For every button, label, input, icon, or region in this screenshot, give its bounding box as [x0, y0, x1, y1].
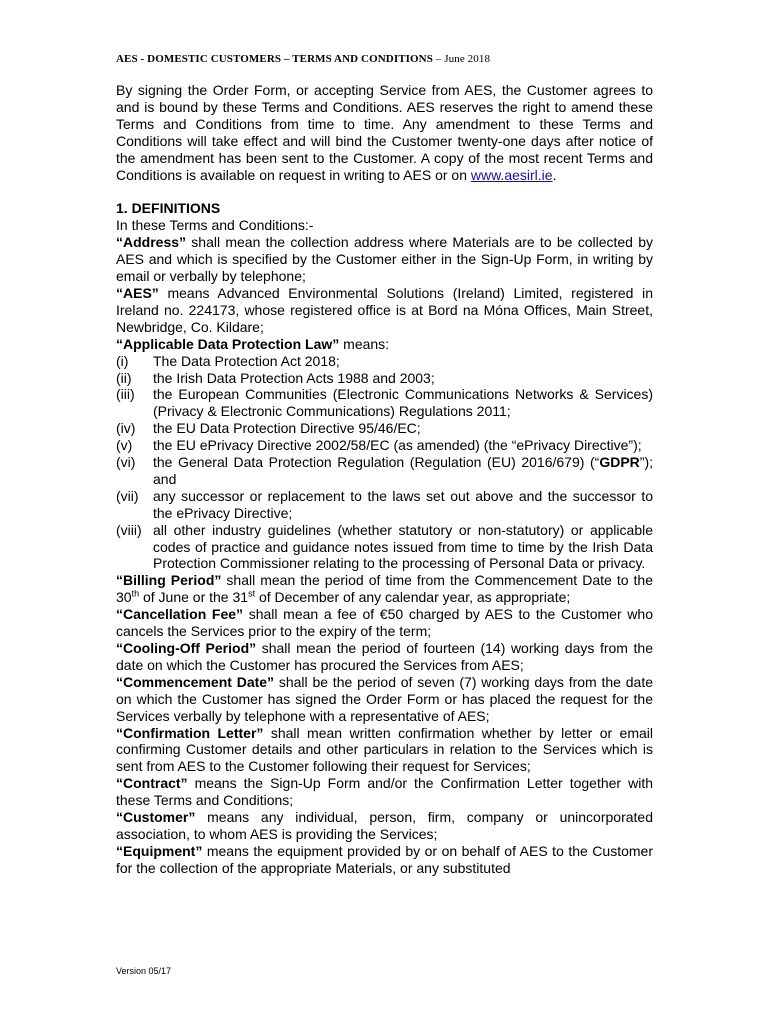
page-header — [116, 53, 490, 65]
definition-aes: “AES” means Advanced Environmental Solutions (Ireland) Limited, registered in Ireland no. 224173, whose registered office is at Bord na Móna Offices, Main Street, Newbridge, Co. Kildare; — [116, 284, 653, 335]
definitions-lead: In these Terms and Conditions:- — [116, 217, 314, 234]
definition-cancellation-fee: “Cancellation Fee” shall mean a fee of €50 charged by AES to the Customer who cancels the Services prior to the expiry of the term; — [116, 606, 653, 640]
list-item: (v) the EU ePrivacy Directive 2002/58/EC (as amended) (the “ePrivacy Directive”); — [116, 437, 642, 454]
page-footer-version: Version 05/17 — [116, 966, 172, 976]
definition-customer: “Customer” means any individual, person, firm, company or unincorporated association, to whom AES is providing the Services; — [116, 809, 653, 842]
list-item: (ii) the Irish Data Protection Acts 1988 and 2003; — [116, 369, 435, 386]
definition-confirmation-letter: “Confirmation Letter” shall mean written confirmation whether by letter or email confirming Customer details and other particulars in relation to the Services which is sent from AES to the Customer following their request for Services; — [116, 724, 654, 775]
section-heading-definitions: 1. DEFINITIONS — [116, 200, 221, 217]
definition-billing-period: “Billing Period” shall mean the period of time from the Commencement Date to the 30th of June or the 31st of December of any calendar year, as appropriate; — [116, 572, 653, 606]
intro-paragraph: By signing the Order Form, or accepting Service from AES, the Customer agrees to and is bound by these Terms and Conditions. AES reserves the right to amend these Terms and Conditions from time to time. Any amendment to these Terms and Conditions will take effect and will bind the Customer twenty-one days after notice of the amendment has been sent to the Customer. A copy of the most recent Terms and Conditions is available on request in writing to AES or on www.aesirl.ie. — [116, 82, 653, 183]
list-item: (iii) the European Communities (Electronic Communications Networks & Services) (Privacy & Electronic Communications) Regulations 2011; — [116, 386, 653, 420]
header-date: – June 2018 — [432, 53, 491, 65]
website-link[interactable]: www.aesirl.ie — [470, 166, 553, 183]
definition-applicable-data-protection-law: “Applicable Data Protection Law” means: — [116, 335, 390, 352]
list-item: (iv) the EU Data Protection Directive 95/46/EC; — [116, 420, 421, 437]
list-item: (i) The Data Protection Act 2018; — [116, 352, 340, 369]
document-body — [116, 82, 653, 877]
definition-contract: “Contract” means the Sign-Up Form and/or the Confirmation Letter together with these Terms and Conditions; — [116, 775, 653, 809]
definition-cooling-off-period: “Cooling-Off Period” shall mean the period of fourteen (14) working days from the date on which the Customer has procured the Services from AES; — [116, 640, 653, 673]
header-title: AES - DOMESTIC CUSTOMERS – TERMS AND CONDITIONS — [116, 53, 433, 65]
list-item: (vii) any successor or replacement to the laws set out above and the successor to the ePrivacy Directive; — [116, 487, 653, 521]
definition-equipment: “Equipment” means the equipment provided by or on behalf of AES to the Customer for the collection of the appropriate Materials, or any substituted — [116, 842, 653, 876]
definition-commencement-date: “Commencement Date” shall be the period of seven (7) working days from the date on which the Customer has signed the Order Form or has placed the request for the Services verbally by telephone with a representative of AES; — [116, 673, 653, 724]
list-item: (vi) the General Data Protection Regulation (Regulation (EU) 2016/679) (“GDPR”); and — [116, 454, 653, 487]
adpl-list — [116, 353, 653, 573]
list-item: (viii) all other industry guidelines (whether statutory or non-statutory) or applicable codes of practice and guidance notes issued from time to time by the Irish Data Protection Commissioner relating to the processing of Personal Data or privacy. — [116, 521, 653, 572]
definition-address: “Address” shall mean the collection address where Materials are to be collected by AES and which is specified by the Customer either in the Sign-Up Form, in writing by email or verbally by telephone; — [116, 234, 653, 285]
